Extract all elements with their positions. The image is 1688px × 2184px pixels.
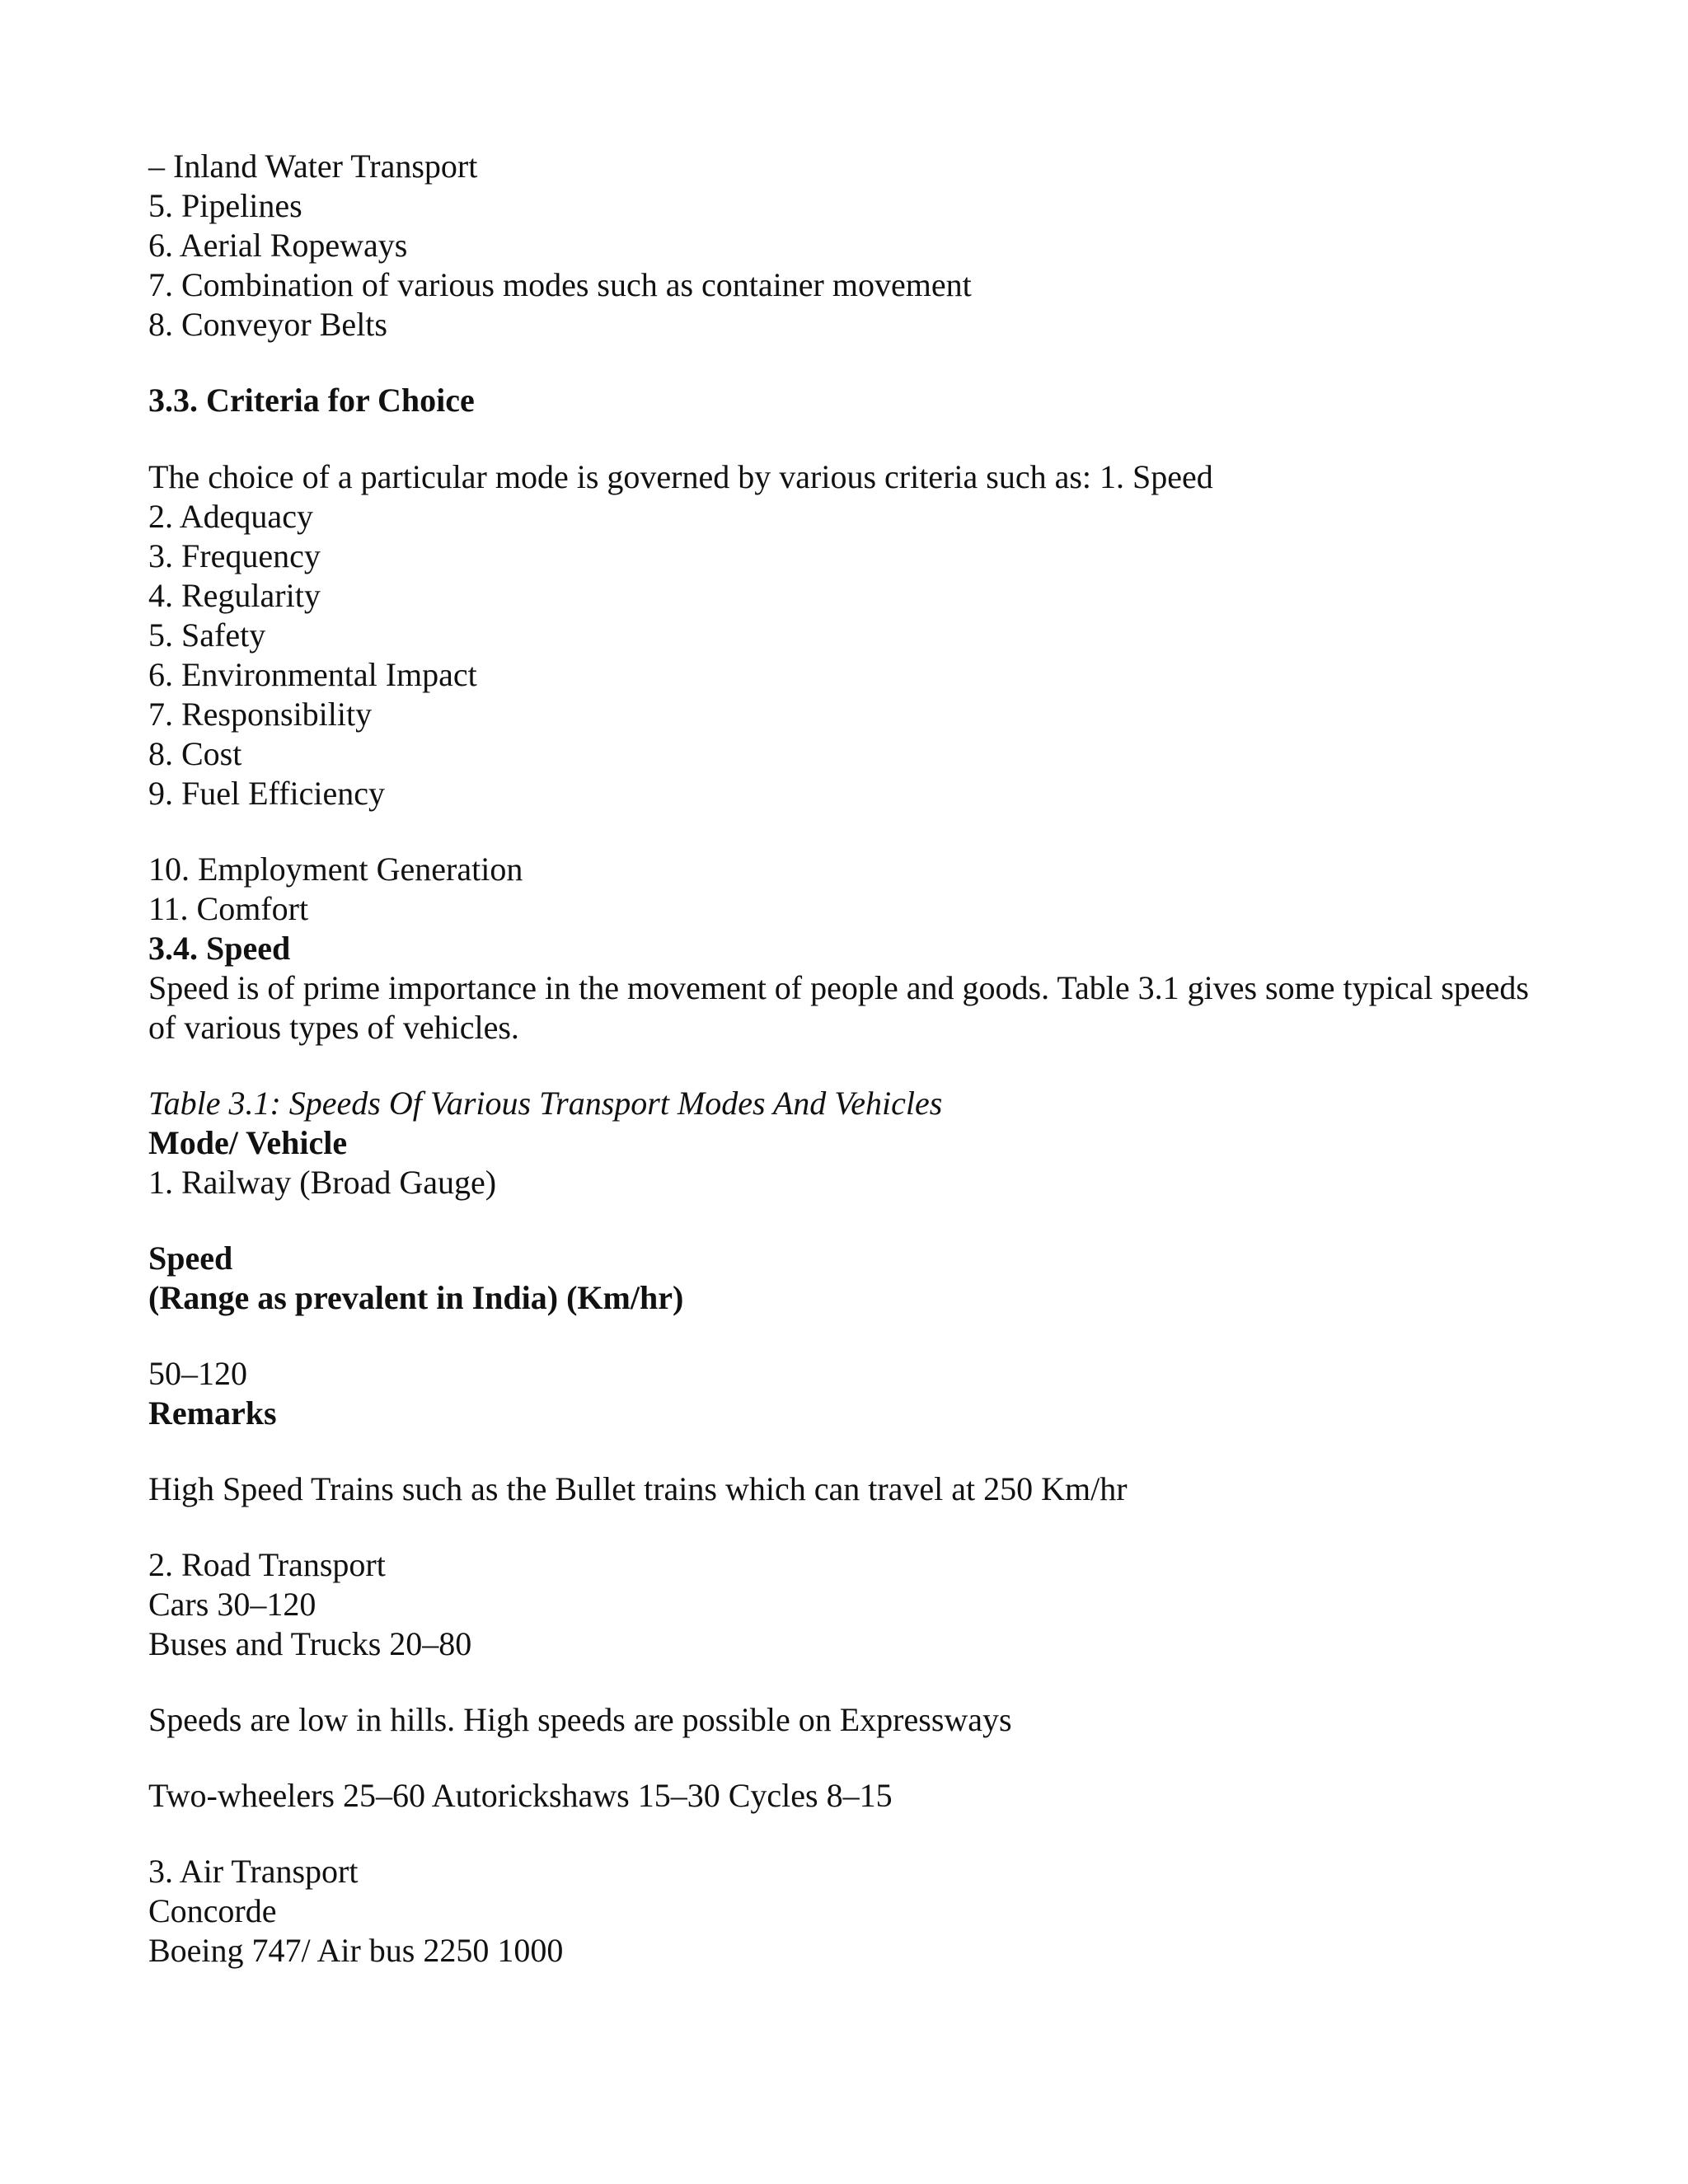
criteria-intro: The choice of a particular mode is governed by various criteria such as: 1. Speed (148, 458, 1213, 495)
table-cell-railway-remarks: High Speed Trains such as the Bullet trains which can travel at 250 Km/hr (148, 1470, 1128, 1507)
table-cell-air-boeing: Boeing 747/ Air bus 2250 1000 (148, 1932, 564, 1969)
speed-paragraph-line-1: Speed is of prime importance in the movement of people and goods. Table 3.1 gives some typical speeds (148, 969, 1529, 1006)
criteria-item: 11. Comfort (148, 890, 309, 927)
table-cell-railway-mode: 1. Railway (Broad Gauge) (148, 1164, 497, 1201)
table-cell-road-remarks: Speeds are low in hills. High speeds are possible on Expressways (148, 1701, 1012, 1738)
criteria-item: 5. Safety (148, 616, 266, 654)
table-cell-road-mode: 2. Road Transport (148, 1546, 386, 1583)
table-cell-railway-speed: 50–120 (148, 1355, 247, 1392)
list-item-pipelines: 5. Pipelines (148, 187, 302, 224)
table-header-speed-range: (Range as prevalent in India) (Km/hr) (148, 1279, 684, 1316)
criteria-item: 8. Cost (148, 735, 242, 772)
list-item-aerial-ropeways: 6. Aerial Ropeways (148, 227, 408, 264)
table-header-mode: Mode/ Vehicle (148, 1124, 348, 1161)
section-heading-speed: 3.4. Speed (148, 930, 291, 967)
criteria-item: 7. Responsibility (148, 696, 373, 733)
table-cell-air-mode: 3. Air Transport (148, 1853, 359, 1890)
table-header-remarks: Remarks (148, 1394, 277, 1432)
table-cell-air-concorde: Concorde (148, 1892, 277, 1929)
list-item-conveyor-belts: 8. Conveyor Belts (148, 306, 387, 343)
list-item-combination: 7. Combination of various modes such as container movement (148, 266, 972, 303)
table-cell-road-buses: Buses and Trucks 20–80 (148, 1625, 472, 1662)
table-cell-road-cars: Cars 30–120 (148, 1586, 316, 1623)
criteria-item: 9. Fuel Efficiency (148, 775, 385, 812)
criteria-item: 10. Employment Generation (148, 851, 523, 888)
criteria-item: 3. Frequency (148, 537, 321, 574)
table-cell-road-others: Two-wheelers 25–60 Autorickshaws 15–30 Cycles 8–15 (148, 1777, 893, 1814)
list-item-inland-water: – Inland Water Transport (148, 148, 478, 185)
criteria-item: 4. Regularity (148, 577, 321, 614)
table-caption: Table 3.1: Speeds Of Various Transport Modes And Vehicles (148, 1085, 943, 1122)
criteria-item: 2. Adequacy (148, 498, 313, 535)
section-heading-criteria: 3.3. Criteria for Choice (148, 382, 475, 419)
table-header-speed: Speed (148, 1240, 233, 1277)
criteria-item: 6. Environmental Impact (148, 656, 477, 693)
speed-paragraph-line-2: of various types of vehicles. (148, 1009, 519, 1046)
